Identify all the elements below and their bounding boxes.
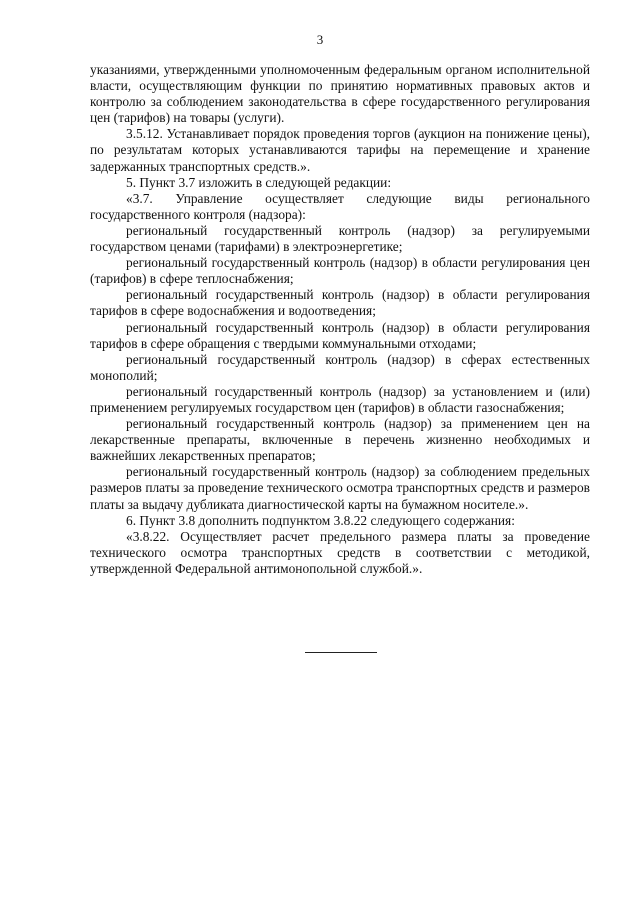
- paragraph: региональный государственный контроль (надзор) в области регулирования тарифов в сфере водоснабжения и водоотведения;: [90, 287, 590, 319]
- paragraph: региональный государственный контроль (надзор) в области регулирования тарифов в сфере обращения с твердыми коммунальными отходами;: [90, 319, 590, 351]
- page-number: 3: [316, 32, 324, 47]
- paragraph: региональный государственный контроль (надзор) за соблюдением предельных размеров платы за проведение технического осмотра транспортных средств и размеров платы за выдачу дубликата диагностической карты на бумажном носителе.».: [90, 464, 590, 512]
- end-divider: [305, 652, 377, 653]
- document-body: [90, 62, 590, 577]
- paragraph: 5. Пункт 3.7 изложить в следующей редакции:: [126, 174, 392, 190]
- paragraph: региональный государственный контроль (надзор) в сферах естественных монополий;: [90, 351, 590, 383]
- paragraph: «3.8.22. Осуществляет расчет предельного размера платы за проведение технического осмотра транспортных средств в соответствии с методикой, утвержденной Федеральной антимонопольной службой.».: [90, 528, 590, 576]
- paragraph: региональный государственный контроль (надзор) за установлением и (или) применением регулируемых государством цен (тарифов) в области газоснабжения;: [90, 383, 590, 415]
- paragraph: указаниями, утвержденными уполномоченным федеральным органом исполнительной власти, осуществляющим функции по принятию нормативных правовых актов и контролю за соблюдением законодательства в сфере государственного регулирования цен (тарифов) на товары (услуги).: [90, 62, 590, 126]
- paragraph: региональный государственный контроль (надзор) за применением цен на лекарственные препараты, включенные в перечень жизненно необходимых и важнейших лекарственных препаратов;: [90, 416, 590, 464]
- paragraph: 6. Пункт 3.8 дополнить подпунктом 3.8.22 следующего содержания:: [126, 512, 515, 528]
- paragraph: «3.7. Управление осуществляет следующие виды регионального государственного контроля (надзора):: [90, 190, 590, 222]
- paragraph: региональный государственный контроль (надзор) за регулируемыми государством ценами (тарифами) в электроэнергетике;: [90, 222, 590, 255]
- paragraph: региональный государственный контроль (надзор) в области регулирования цен (тарифов) в сфере теплоснабжения;: [90, 255, 590, 287]
- paragraph: 3.5.12. Устанавливает порядок проведения торгов (аукцион на понижение цены), по результатам которых устанавливаются тарифы на перемещение и хранение задержанных транспортных средств.».: [90, 126, 590, 174]
